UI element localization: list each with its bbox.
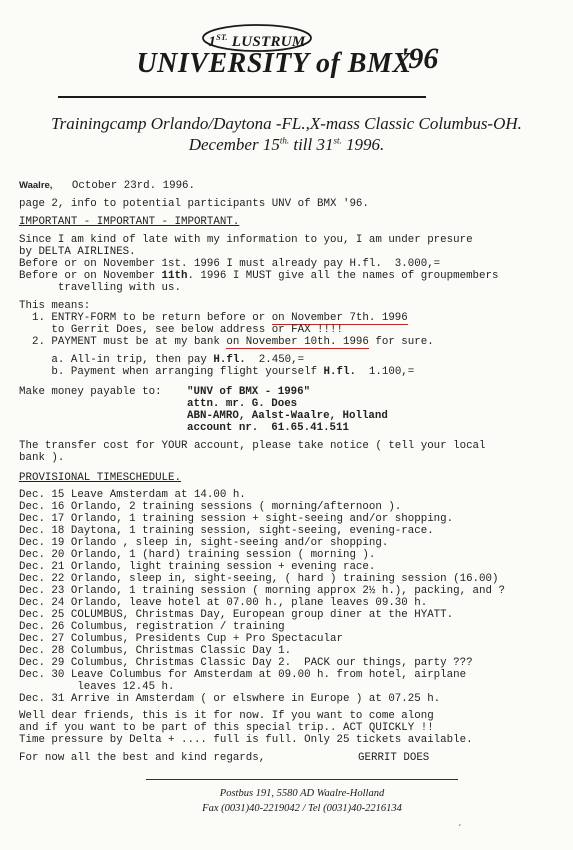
schedule-row: Dec. 17 Orlando, 1 training session + sight-seeing and/or shopping. xyxy=(19,513,454,525)
option-a-currency: H.fl. xyxy=(213,354,246,366)
schedule-row: Dec. 31 Arrive in Amsterdam ( or elswhere in Europe ) at 07.25 h. xyxy=(19,693,441,705)
payment-line xyxy=(19,336,434,348)
entry-form-cont: to Gerrit Does, see below address or FAX !!!! xyxy=(19,324,343,336)
schedule-row: Dec. 29 Columbus, Christmas Classic Day 2. PACK our things, party ??? xyxy=(19,657,473,669)
entry-pre: 1. ENTRY-FORM to be return before or xyxy=(19,312,272,324)
schedule-row: Dec. 25 COLUMBUS, Christmas Day, European group diner at the HYATT. xyxy=(19,609,454,621)
schedule-row: Dec. 15 Leave Amsterdam at 14.00 h. xyxy=(19,489,246,501)
option-b xyxy=(19,366,414,378)
lustrum-word: LUSTRUM xyxy=(231,34,306,50)
payee-bank: ABN-AMRO, Aalst-Waalre, Holland xyxy=(187,410,388,422)
schedule-row: Dec. 24 Orlando, leave hotel at 07.00 h., plane leaves 09.30 h. xyxy=(19,597,428,609)
schedule-row: Dec. 27 Columbus, Presidents Cup + Pro Spectacular xyxy=(19,633,343,645)
schedule-row: Dec. 20 Orlando, 1 (hard) training session ( morning ). xyxy=(19,549,376,561)
footer-address: Postbus 191, 5580 AD Waalre-Holland xyxy=(219,788,385,799)
lustrum-sup: ST. xyxy=(216,33,228,42)
logo-title: UNIVERSITY of BMX xyxy=(136,48,412,79)
before2-bold: 11th xyxy=(161,270,188,282)
schedule-row: Dec. 28 Columbus, Christmas Classic Day 1. xyxy=(19,645,292,657)
before-line-2-cont: travelling with us. xyxy=(19,282,181,294)
schedule-row: Dec. 26 Columbus, registration / training xyxy=(19,621,285,633)
intro-paragraph: Since I am kind of late with my information to you, I am under presure by DELTA AIRLINES. xyxy=(19,234,473,258)
schedule-row: Dec. 16 Orlando, 2 training sessions ( morning/afternoon ). xyxy=(19,501,402,513)
footer-rule xyxy=(146,779,458,780)
subtitle-sup2: st. xyxy=(333,135,342,146)
schedule-row: Dec. 23 Orlando, 1 training session ( morning approx 2½ h.), packing, and ? xyxy=(19,585,505,597)
schedule-row: Dec. 19 Orlando , sleep in, sight-seeing and/or shopping. xyxy=(19,537,389,549)
schedule-row: Dec. 21 Orlando, light training session + evening race. xyxy=(19,561,376,573)
subtitle-date-start: December 15 xyxy=(188,135,280,154)
place-label: Waalre, xyxy=(19,180,53,191)
option-b-amount: 1.100,= xyxy=(355,366,415,378)
lustrum-number: 1 xyxy=(208,34,217,50)
schedule-row: Dec. 18 Daytona, 1 training session, sight-seeing, evening-race. xyxy=(19,525,434,537)
entry-form-line xyxy=(19,312,408,324)
option-b-currency: H.fl. xyxy=(323,366,356,378)
this-means: This means: xyxy=(19,300,91,312)
letter-date: October 23rd. 1996. xyxy=(71,180,196,192)
option-a-amount: 2.450,= xyxy=(245,354,305,366)
payable-label: Make money payable to: xyxy=(19,386,169,398)
closing-paragraph: Well dear friends, this is it for now. If you want to come along and if you want to be part of this special trip.. ACT QUICKLY !! Time pressure by Delta + .... full is full. Only 25 tickets available. xyxy=(19,710,473,746)
option-a-text: a. All-in trip, then pay xyxy=(19,354,214,366)
subtitle-year: 1996. xyxy=(341,135,385,154)
option-a xyxy=(19,354,304,366)
payment-deadline: on November 10th. 1996 xyxy=(226,336,369,348)
closing-regards: For now all the best and kind regards, xyxy=(19,752,266,764)
signature-name: GERRIT DOES xyxy=(358,752,430,764)
footer-contact: Fax (0031)40-2219042 / Tel (0031)40-2216134 xyxy=(202,803,402,814)
subtitle-line1: Trainingcamp Orlando/Daytona -FL.,X-mass Classic Columbus-OH. xyxy=(51,114,522,133)
date-line xyxy=(19,180,195,192)
logo-year: '96 xyxy=(400,42,439,75)
payee-attn: attn. mr. G. Does xyxy=(187,398,298,410)
logo-underline xyxy=(58,96,426,98)
page-line: page 2, info to potential participants UNV of BMX '96. xyxy=(19,198,369,210)
before-line-1: Before or on November 1st. 1996 I must already pay H.fl. 3.000,= xyxy=(19,258,441,270)
pen-mark: ˊ xyxy=(458,824,462,835)
subtitle-line2 xyxy=(0,135,573,155)
transfer-note: The transfer cost for YOUR account, please take notice ( tell your local bank ). xyxy=(19,440,486,464)
payment-pre: 2. PAYMENT must be at my bank xyxy=(19,336,227,348)
important-heading: IMPORTANT - IMPORTANT - IMPORTANT. xyxy=(19,216,240,228)
payment-post: for sure. xyxy=(368,336,434,348)
entry-deadline: on November 7th. 1996 xyxy=(271,312,408,324)
schedule-row: Dec. 22 Orlando, sleep in, sight-seeing, ( hard ) training session (16.00) xyxy=(19,573,499,585)
schedule-row: leaves 12.45 h. xyxy=(19,681,175,693)
schedule-title: PROVISIONAL TIMESCHEDULE. xyxy=(19,472,181,484)
subtitle-till: till 31 xyxy=(289,135,334,154)
schedule-row: Dec. 30 Leave Columbus for Amsterdam at 09.00 h. from hotel, airplane xyxy=(19,669,467,681)
payee-account: account nr. 61.65.41.511 xyxy=(187,422,349,434)
before2-pre: Before or on November xyxy=(19,270,162,282)
subtitle-sup1: th. xyxy=(279,135,290,146)
payee-name: "UNV of BMX - 1996" xyxy=(187,386,311,398)
before2-post: . 1996 I MUST give all the names of groupmembers xyxy=(187,270,499,282)
before-line-2 xyxy=(19,270,498,282)
option-b-text: b. Payment when arranging flight yourself xyxy=(19,366,324,378)
